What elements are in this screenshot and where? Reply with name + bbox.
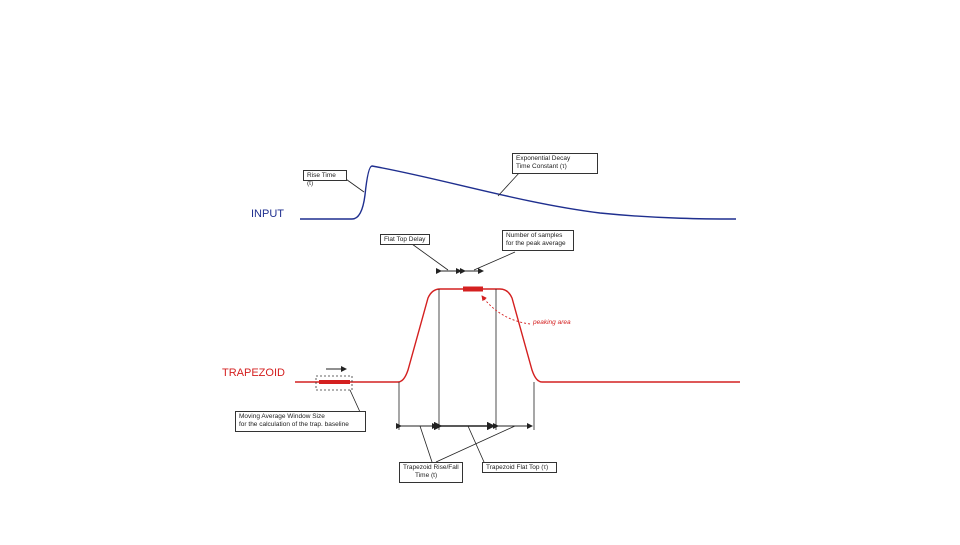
peak-samples-label bbox=[502, 230, 574, 251]
trap-rise-line1: Trapezoid Rise/Fall bbox=[403, 464, 459, 471]
trap-rise-line2: Time (t) bbox=[415, 472, 438, 479]
peak-samples-line2: for the peak average bbox=[506, 240, 566, 247]
trapezoid-waveform bbox=[295, 289, 740, 382]
decay-constant-line2: Time Constant (τ) bbox=[516, 163, 567, 170]
moving-average-label bbox=[235, 411, 366, 432]
moving-average-line1: Moving Average Window Size bbox=[239, 413, 325, 420]
input-label: INPUT bbox=[251, 208, 284, 220]
trapezoid-label: TRAPEZOID bbox=[222, 367, 285, 379]
flat-top-leader bbox=[468, 426, 484, 462]
rise-leader-a bbox=[420, 426, 432, 462]
peak-samples-leader bbox=[474, 252, 515, 270]
trap-flat-top-label: Trapezoid Flat Top (τ) bbox=[482, 462, 557, 473]
trap-rise-fall-label bbox=[399, 462, 463, 483]
peaking-area-label: peaking area bbox=[533, 319, 571, 326]
peaking-area-arrow bbox=[482, 296, 530, 324]
decay-leader bbox=[498, 172, 520, 196]
rise-leader-b bbox=[436, 426, 515, 462]
peak-samples-line1: Number of samples bbox=[506, 232, 563, 239]
moving-average-leader bbox=[350, 390, 360, 412]
decay-constant-line1: Exponential Decay bbox=[516, 155, 571, 162]
flat-top-delay-leader bbox=[412, 244, 448, 270]
decay-constant-label bbox=[512, 153, 598, 174]
flat-top-delay-label: Flat Top Delay bbox=[380, 234, 430, 245]
rise-time-label: Rise Time (t) bbox=[303, 170, 347, 181]
moving-average-line2: for the calculation of the trap. baseline bbox=[239, 421, 349, 428]
